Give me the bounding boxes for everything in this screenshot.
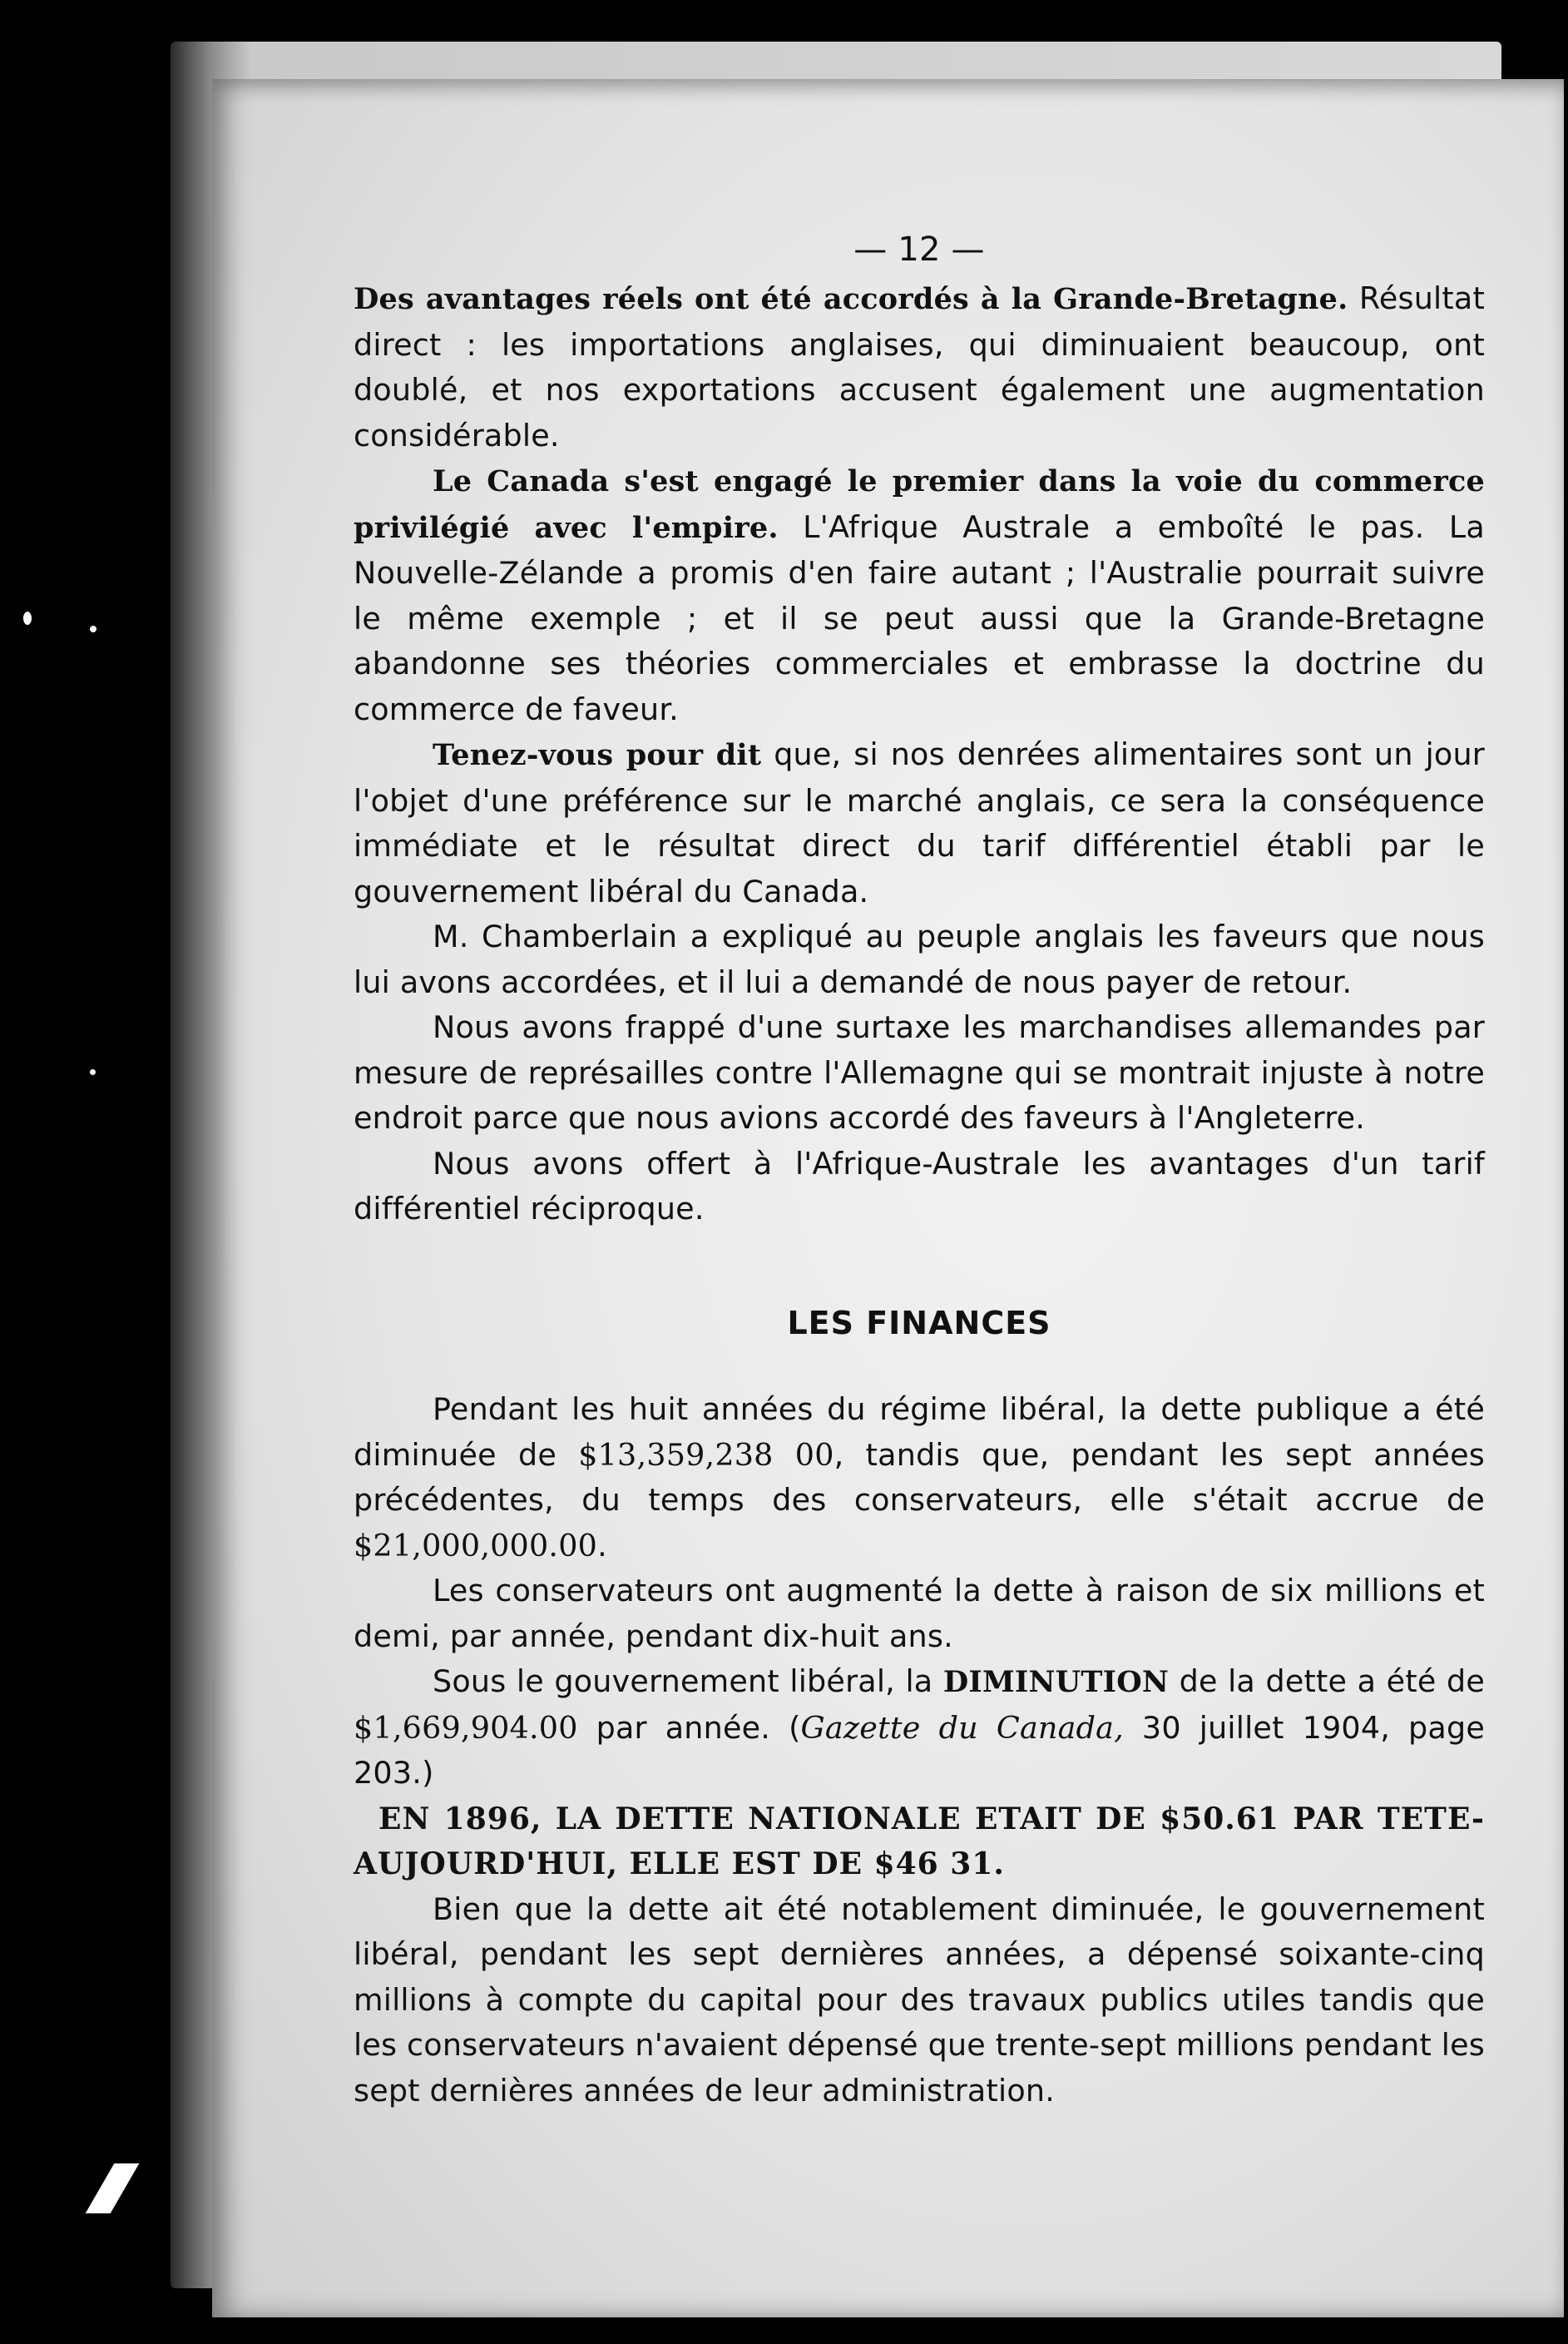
scan-speck — [90, 626, 96, 632]
body-text: Pendant les huit années du régime libéral, la dette publique a été diminuée de — [354, 1391, 1485, 1473]
scan-speck — [90, 1069, 96, 1075]
paragraph-chamberlain: M. Chamberlain a expliqué au peuple anglais les faveurs que nous lui avons accordées, et il lui a demandé de nous payer de retour. — [354, 919, 1485, 1000]
body-text: L'Afrique Australe a emboîté le pas. La Nouvelle-Zélande a promis d'en faire autant ; l'Australie pourrait suivre le même exemple ; et il se peut aussi que la Grande-Bretagne abandonne ses théories commerciales et embrasse la doctrine du commerce de faveur. — [354, 508, 1485, 727]
banner-dette-par-tete: EN 1896, LA DETTE NATIONALE ETAIT DE $50.61 PAR TETE-AUJOURD'HUI, ELLE EST DE $46 31. — [354, 1801, 1485, 1881]
page-number: — 12 — — [853, 230, 985, 269]
body-text: de la dette a été de — [1169, 1663, 1485, 1699]
scan-speck — [23, 612, 32, 625]
body-text: Résultat direct : les importations anglaises, qui diminuaient beaucoup, ont doublé, et nos exportations accusent également une augmentation considérable. — [354, 280, 1485, 453]
bold-lead: Tenez-vous pour dit — [433, 738, 762, 772]
paragraph-conservateurs: Les conservateurs ont augmenté la dette à raison de six millions et demi, par année, pendant dix-huit ans. — [354, 1573, 1485, 1654]
paragraph-diminution — [354, 1659, 1485, 1796]
paragraph-tenez-vous — [354, 732, 1485, 914]
page-content — [354, 225, 1485, 2114]
body-text: . — [597, 1527, 607, 1563]
body-text: Sous le gouvernement libéral, la — [433, 1663, 943, 1699]
body-text: par année. ( — [577, 1709, 801, 1746]
body-text: , tandis que, pendant les sept années précédentes, du temps des conservateurs, elle s'était accrue de — [354, 1436, 1485, 1518]
bold-lead: Le Canada s'est engagé le premier dans la voie du commerce privilégié avec l'empire. — [354, 464, 1485, 545]
section-title-finances: LES FINANCES — [787, 1304, 1051, 1341]
bold-lead: Des avantages réels ont été accordés à la Grande-Bretagne. — [354, 282, 1348, 316]
paragraph-dette-publique — [354, 1387, 1485, 1568]
amount: $1,669,904.00 — [354, 1709, 578, 1746]
body-text: 30 juillet 1904, page 203.) — [354, 1709, 1485, 1791]
source-citation: Gazette du Canada, — [800, 1709, 1124, 1746]
amount: $21,000,000.00 — [354, 1527, 598, 1563]
amount: $13,359,238 00 — [578, 1436, 834, 1473]
paragraph-surtaxe: Nous avons frappé d'une surtaxe les marchandises allemandes par mesure de représailles contre l'Allemagne qui se montrait injuste à notre endroit parce que nous avions accordé des faveurs à l'Angleterre. — [354, 1009, 1485, 1136]
body-text: que, si nos denrées alimentaires sont un jour l'objet d'une préférence sur le marché anglais, ce sera la conséquence immédiate et le résultat direct du tarif différentiel établi par le gouvernement libéral du Canada. — [354, 736, 1485, 909]
paragraph-advantages — [354, 276, 1485, 458]
bold-term: DIMINUTION — [942, 1665, 1170, 1699]
paragraph-travaux-publics: Bien que la dette ait été notablement diminuée, le gouvernement libéral, pendant les sept dernières années, a dépensé soixante-cinq millions à compte du capital pour des travaux publics utiles tandis que les conservateurs n'avaient dépensé que trente-sept millions pendant les sept dernières années de leur administration. — [354, 1891, 1485, 2109]
paragraph-canada-commerce — [354, 458, 1485, 732]
scan-scratch — [86, 2163, 140, 2213]
paragraph-afrique: Nous avons offert à l'Afrique-Australe les avantages d'un tarif différentiel réciproque. — [354, 1145, 1485, 1227]
